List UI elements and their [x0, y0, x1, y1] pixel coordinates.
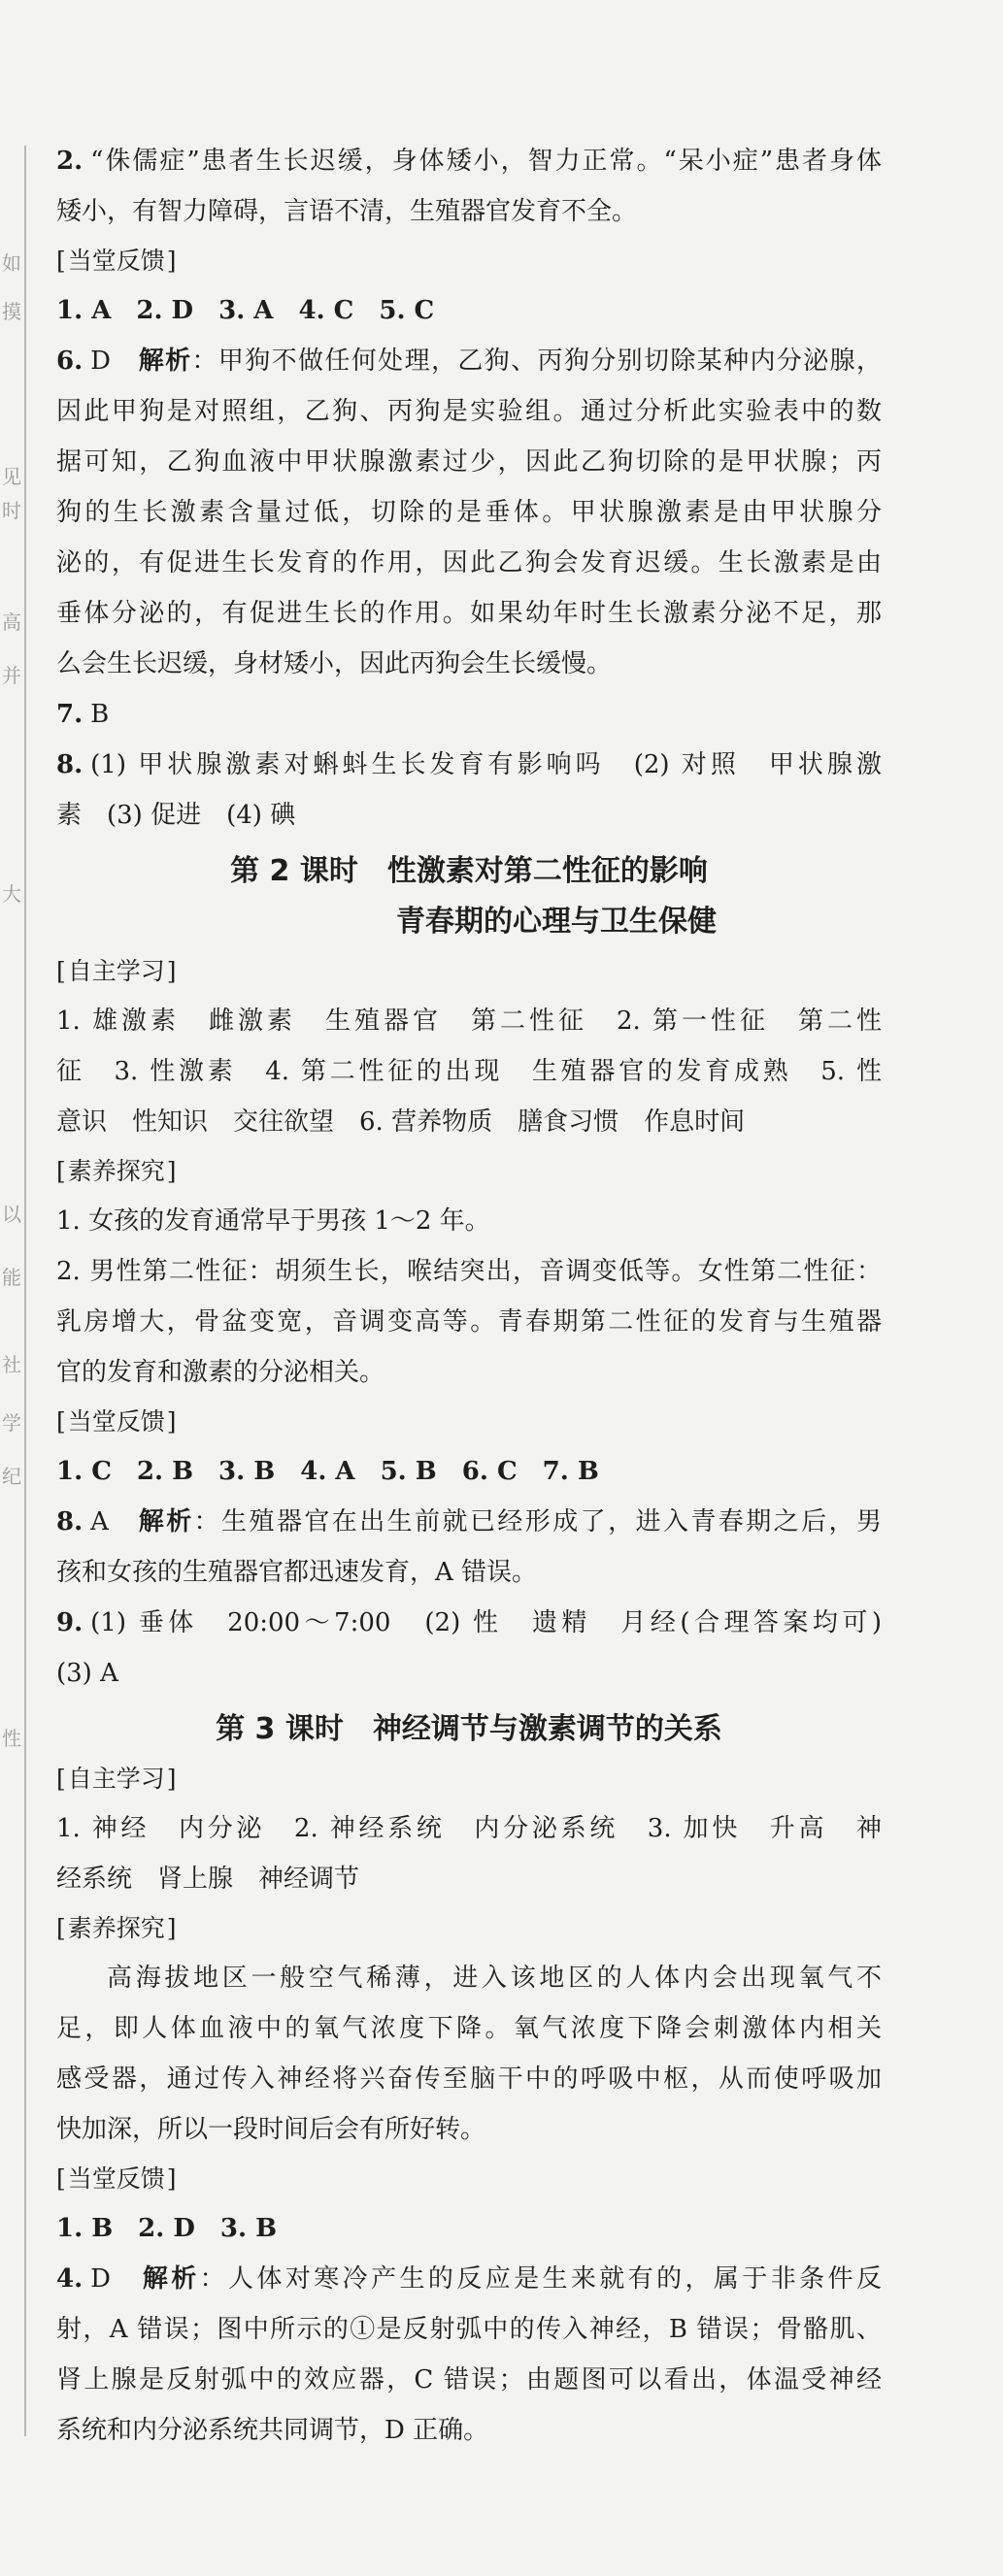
- question-number: 8.: [56, 750, 84, 779]
- margin-mark: 学: [2, 1411, 21, 1435]
- answer-choice: D: [90, 347, 112, 376]
- lesson-title: 第 3 课时 神经调节与激素调节的关系: [216, 1712, 722, 1746]
- answer-line: 高海拔地区一般空气稀薄，进入该地区的人体内会出现氧气不: [107, 1964, 882, 1993]
- answer-line: 征 3. 性激素 4. 第二性征的出现 生殖器官的发育成熟 5. 性: [56, 1057, 882, 1086]
- answer-line: 感受器，通过传入神经将兴奋传至脑干中的呼吸中枢，从而使呼吸加: [56, 2064, 882, 2094]
- answer-line: 1. C 2. B 3. B 4. A 5. B 6. C 7. B: [56, 1457, 599, 1486]
- margin-mark: 性: [2, 1727, 21, 1750]
- answer-line: 2. 男性第二性征：胡须生长，喉结突出，音调变低等。女性第二性征：: [56, 1257, 882, 1286]
- q8-line: [56, 740, 882, 790]
- section-heading-text: 当堂反馈: [67, 247, 165, 275]
- q7-line: [56, 689, 882, 740]
- section-heading-text: 素养探究: [67, 1157, 165, 1185]
- answer-line: 1. A 2. D 3. A 4. C 5. C: [56, 296, 435, 325]
- section-heading-text: 素养探究: [67, 1914, 165, 1942]
- margin-mark: 摸: [2, 300, 21, 323]
- section-heading: [当堂反馈]: [56, 247, 177, 275]
- answer-line: 1. 女孩的发育通常早于男孩 1～2 年。: [56, 1206, 490, 1236]
- question-number: 2.: [56, 147, 84, 176]
- answer-line: 孩和女孩的生殖器官都迅速发育，A 错误。: [56, 1558, 538, 1587]
- answer-text: “侏儒症”患者生长迟缓，身体矮小，智力正常。“呆小症”患者身体: [90, 147, 882, 176]
- margin-mark: 纪: [2, 1465, 21, 1488]
- section-heading: [当堂反馈]: [56, 1407, 177, 1436]
- binding-margin-line: [24, 146, 26, 2436]
- margin-mark: 如: [2, 251, 21, 275]
- answer-text: (1) 垂体 20:00～7:00 (2) 性 遗精 月经(合理答案均可): [90, 1608, 882, 1637]
- section-heading-text: 当堂反馈: [67, 1407, 165, 1436]
- answer-line: 因此甲狗是对照组，乙狗、丙狗是实验组。通过分析此实验表中的数: [56, 397, 882, 426]
- answer-text: ：人体对寒冷产生的反应是生来就有的，属于非条件反: [199, 2264, 882, 2294]
- margin-mark: 见: [2, 465, 21, 488]
- answer-line: 快加深，所以一段时间后会有所好转。: [56, 2115, 486, 2144]
- answer-text: ：生殖器官在出生前就已经形成了，进入青春期之后，男: [193, 1507, 882, 1536]
- section-heading: [当堂反馈]: [56, 2164, 177, 2193]
- answer-line: 乳房增大，骨盆变宽，音调变高等。青春期第二性征的发育与生殖器: [56, 1307, 882, 1337]
- answer-text: (1) 甲状腺激素对蝌蚪生长发育有影响吗 (2) 对照 甲状腺激: [90, 750, 882, 779]
- answer-choice: A: [90, 1507, 109, 1536]
- margin-mark: 以: [2, 1203, 21, 1226]
- margin-mark: 大: [2, 882, 21, 906]
- question-number: 4.: [56, 2264, 84, 2294]
- answer-content: [56, 136, 882, 2456]
- answer-choice: D: [90, 2264, 112, 2294]
- question-number: 8.: [56, 1507, 84, 1536]
- answer-line: 据可知，乙狗血液中甲状腺激素过少，因此乙狗切除的是甲状腺；丙: [56, 447, 882, 477]
- answer-line: 意识 性知识 交往欲望 6. 营养物质 膳食习惯 作息时间: [56, 1107, 746, 1137]
- answer-line: 1. 神经 内分泌 2. 神经系统 内分泌系统 3. 加快 升高 神: [56, 1814, 882, 1843]
- question-number: 9.: [56, 1608, 84, 1637]
- answer-line: 射，A 错误；图中所示的①是反射弧中的传入神经，B 错误；骨骼肌、: [56, 2315, 882, 2344]
- answer-line: 1. 雄激素 雌激素 生殖器官 第二性征 2. 第一性征 第二性: [56, 1007, 882, 1036]
- answer-line: 足，即人体血液中的氧气浓度下降。氧气浓度下降会刺激体内相关: [56, 2014, 882, 2043]
- section-heading: [自主学习]: [56, 957, 177, 985]
- q9-line: [56, 1598, 882, 1648]
- answer-line: (3) A: [56, 1659, 118, 1688]
- margin-mark: 能: [2, 1266, 21, 1289]
- answer-line: 泌的，有促进生长发育的作用，因此乙狗会发育迟缓。生长激素是由: [56, 548, 882, 578]
- question-number: 6.: [56, 347, 84, 376]
- q6-line: [56, 336, 882, 386]
- section-heading: [素养探究]: [56, 1157, 177, 1185]
- section-heading: [素养探究]: [56, 1914, 177, 1942]
- answer-choice: B: [90, 700, 110, 729]
- answer-text: ：甲狗不做任何处理，乙狗、丙狗分别切除某种内分泌腺，: [191, 347, 882, 376]
- section-heading-text: 自主学习: [67, 957, 165, 985]
- section-heading: [自主学习]: [56, 1765, 177, 1793]
- answer-line: 素 (3) 促进 (4) 碘: [56, 801, 296, 830]
- margin-mark: 社: [2, 1353, 21, 1376]
- q4-line: [56, 2254, 882, 2304]
- answer-line: 1. B 2. D 3. B: [56, 2214, 278, 2243]
- margin-mark: 高: [2, 611, 21, 634]
- answer-line: 么会生长迟缓，身材矮小，因此丙狗会生长缓慢。: [56, 649, 613, 678]
- margin-mark: 并: [2, 664, 21, 687]
- lesson-title: 第 2 课时 性激素对第二性征的影响: [230, 854, 708, 888]
- section-heading-text: 自主学习: [67, 1765, 165, 1793]
- lesson-subtitle: 青春期的心理与卫生保健: [396, 905, 717, 939]
- answer-line: 垂体分泌的，有促进生长的作用。如果幼年时生长激素分泌不足，那: [56, 599, 882, 628]
- answer-line: 官的发育和激素的分泌相关。: [56, 1358, 385, 1387]
- answer-line: 肾上腺是反射弧中的效应器，C 错误；由题图可以看出，体温受神经: [56, 2365, 882, 2394]
- answer-line: 系统和内分泌系统共同调节，D 正确。: [56, 2416, 489, 2445]
- analysis-label: 解析: [142, 2264, 200, 2294]
- q8-line: [56, 1497, 882, 1547]
- question-number: 7.: [56, 700, 84, 729]
- answer-line: 狗的生长激素含量过低，切除的是垂体。甲状腺激素是由甲状腺分: [56, 498, 882, 527]
- analysis-label: 解析: [138, 1507, 194, 1536]
- answer-line: 矮小，有智力障碍，言语不清，生殖器官发育不全。: [56, 197, 638, 226]
- q2-line: [56, 136, 882, 186]
- answer-line: 经系统 肾上腺 神经调节: [56, 1865, 360, 1894]
- analysis-label: 解析: [138, 347, 192, 376]
- margin-mark: 时: [2, 499, 21, 522]
- section-heading-text: 当堂反馈: [67, 2164, 165, 2193]
